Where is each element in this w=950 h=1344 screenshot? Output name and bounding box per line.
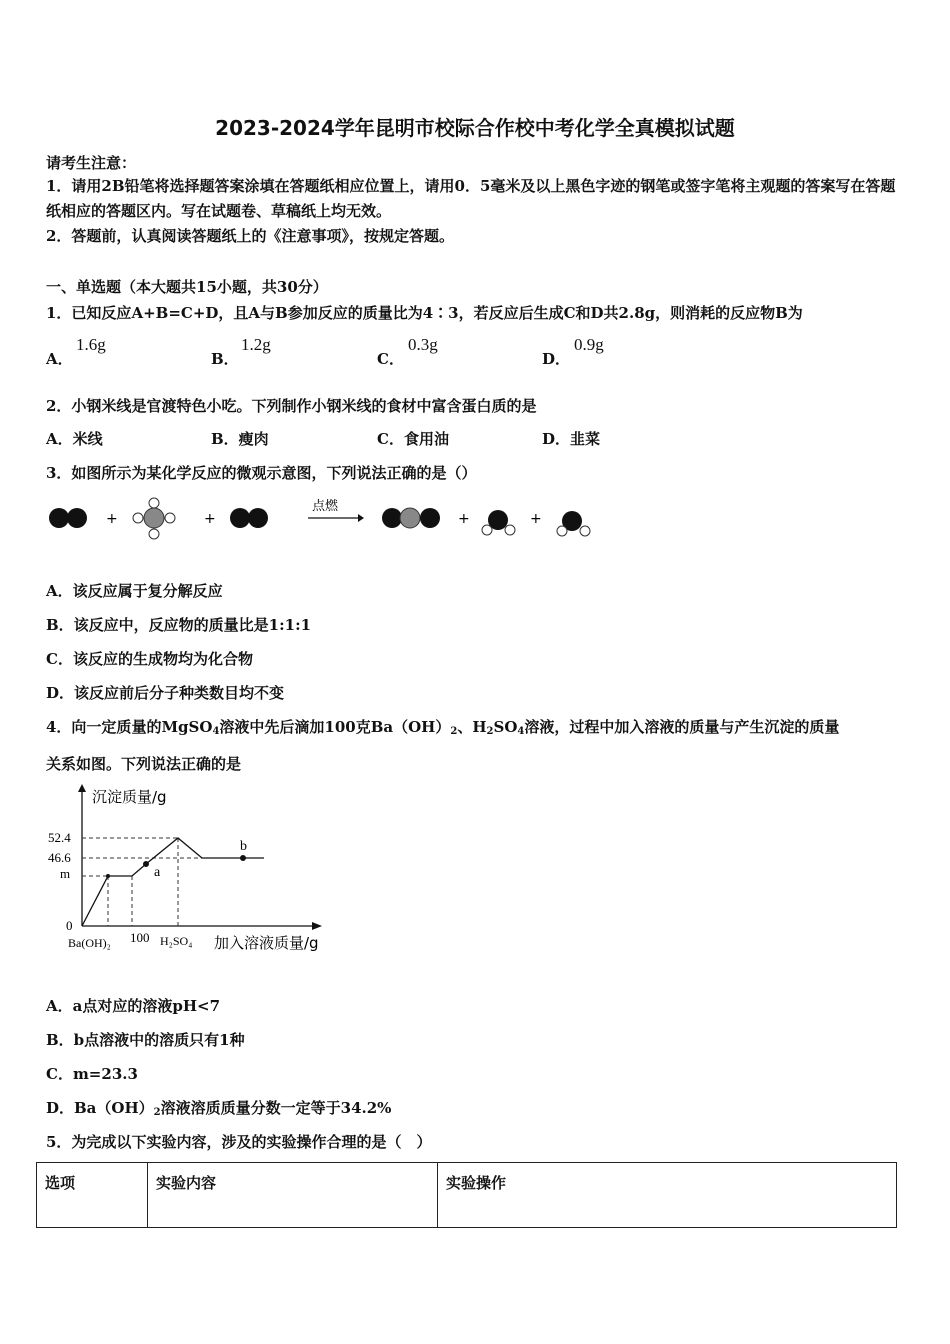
y-tick-52-4: 52.4 bbox=[48, 830, 71, 845]
table-header-option: 选项 bbox=[37, 1163, 148, 1228]
section-heading: 一、单选题（本大题共15小题，共30分） bbox=[46, 278, 328, 296]
plus-sign: + bbox=[530, 511, 542, 527]
reaction-condition: 点燃 bbox=[312, 499, 339, 514]
q1-option-d-letter: D． bbox=[542, 350, 571, 368]
q2-option-c: C．食用油 bbox=[377, 430, 449, 448]
q3-option-d: D．该反应前后分子种类数目均不变 bbox=[46, 684, 285, 702]
q2-option-b: B．瘦肉 bbox=[211, 430, 269, 448]
methane-molecule bbox=[133, 498, 175, 539]
q3-stem: 3．如图所示为某化学反应的微观示意图，下列说法正确的是（） bbox=[46, 464, 477, 482]
y-tick-46-6: 46.6 bbox=[48, 850, 71, 865]
q5-table bbox=[36, 1162, 897, 1228]
oxygen-molecule bbox=[230, 508, 268, 528]
table-row bbox=[37, 1163, 897, 1228]
q4-option-a: A．a点对应的溶液pH<7 bbox=[46, 997, 221, 1015]
precipitate-curve bbox=[82, 838, 264, 926]
oxygen-molecule bbox=[49, 508, 87, 528]
notice-heading: 请考生注意： bbox=[46, 154, 137, 172]
water-molecule bbox=[557, 511, 590, 536]
point-a-label: a bbox=[154, 865, 161, 880]
x-axis-label: 加入溶液质量/g bbox=[214, 934, 319, 952]
y-axis-label: 沉淀质量/g bbox=[92, 788, 167, 806]
y-axis-arrow bbox=[78, 784, 86, 792]
curve-point bbox=[106, 874, 110, 878]
q1-option-a-letter: A． bbox=[46, 350, 73, 368]
q5-stem: 5．为完成以下实验内容，涉及的实验操作合理的是（ ） bbox=[46, 1133, 432, 1151]
x-tick-baoh2: Ba(OH)₂ bbox=[68, 936, 111, 950]
q4-option-d: D．$Ba(OH)_2$溶液溶质质量分数一定等于34.2% bbox=[46, 1099, 392, 1118]
q4-stem: 4．向一定质量的MgSO$_4$溶液中先后滴加100克$Ba(OH)_2$、$H_2SO_4$溶液，过程中加入溶液的质量与产生沉淀的质量 bbox=[46, 718, 840, 737]
point-a bbox=[143, 861, 149, 867]
point-b bbox=[240, 855, 246, 861]
q4-option-c: C．m=23.3 bbox=[46, 1065, 138, 1083]
q3-option-c: C．该反应的生成物均为化合物 bbox=[46, 650, 253, 668]
page-title: 2023-2024学年昆明市校际合作校中考化学全真模拟试题 bbox=[215, 116, 735, 140]
q3-option-a: A．该反应属于复分解反应 bbox=[46, 582, 223, 600]
carbon-dioxide-molecule bbox=[382, 508, 440, 528]
q2-option-d: D．韭菜 bbox=[542, 430, 601, 448]
q1-option-c-letter: C． bbox=[377, 350, 404, 368]
x-axis-arrow bbox=[312, 922, 322, 930]
point-b-label: b bbox=[240, 839, 247, 854]
q4-option-b: B．b点溶液中的溶质只有1种 bbox=[46, 1031, 245, 1049]
notice-item-1: 1．请用2B铅笔将选择题答案涂填在答题纸相应位置上，请用0．5毫米及以上黑色字迹的钢笔或签字笔将主观题的答案写在答题纸相应的答题区内。写在试题卷、草稿纸上均无效。 bbox=[46, 177, 896, 220]
water-molecule bbox=[482, 510, 515, 535]
y-tick-m: m bbox=[60, 866, 71, 881]
q2-stem: 2．小钢米线是官渡特色小吃。下列制作小钢米线的食材中富含蛋白质的是 bbox=[46, 397, 537, 415]
y-tick-0: 0 bbox=[66, 918, 73, 933]
x-tick-100: 100 bbox=[130, 930, 150, 945]
q3-option-b: B．该反应中，反应物的质量比是1:1:1 bbox=[46, 616, 312, 634]
x-tick-h2so4: H₂SO₄ bbox=[160, 934, 193, 948]
reaction-diagram bbox=[40, 490, 640, 550]
q1-option-d-value: 0.9g bbox=[574, 335, 604, 354]
plus-sign: + bbox=[204, 511, 216, 527]
q1-stem: 1．已知反应A+B=C+D，且A与B参加反应的质量比为4∶3，若反应后生成C和D共2.8g，则消耗的反应物B为 bbox=[46, 304, 803, 322]
q1-option-a-value: 1.6g bbox=[76, 335, 106, 354]
plus-sign: + bbox=[106, 511, 118, 527]
q2-option-a: A．米线 bbox=[46, 430, 103, 448]
notice-item-2: 2．答题前，认真阅读答题纸上的《注意事项》，按规定答题。 bbox=[46, 227, 454, 245]
plus-sign: + bbox=[458, 511, 470, 527]
q1-option-b-value: 1.2g bbox=[241, 335, 271, 354]
table-header-operation: 实验操作 bbox=[438, 1163, 897, 1228]
precipitate-graph bbox=[46, 780, 346, 960]
arrow-head bbox=[358, 514, 364, 522]
q1-option-b-letter: B． bbox=[211, 350, 239, 368]
q4-stem-line2: 关系如图。下列说法正确的是 bbox=[46, 755, 242, 773]
table-header-content: 实验内容 bbox=[148, 1163, 438, 1228]
q1-option-c-value: 0.3g bbox=[408, 335, 438, 354]
